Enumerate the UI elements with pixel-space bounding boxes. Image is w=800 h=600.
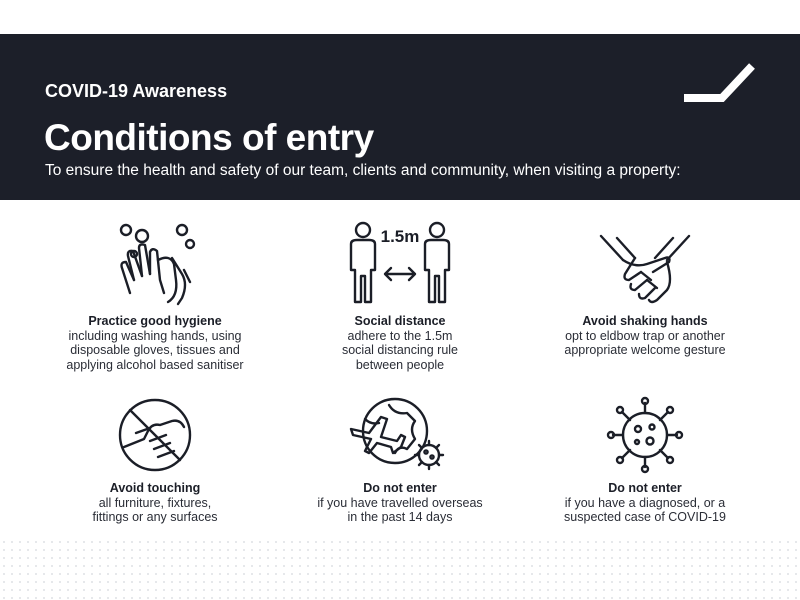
card-heading: Practice good hygiene [88, 314, 222, 328]
card-virus [525, 395, 765, 525]
card-hygiene [35, 218, 275, 372]
card-heading: Avoid shaking hands [582, 314, 708, 328]
card-heading: Do not enter [363, 481, 437, 495]
social-distance-icon [345, 218, 455, 308]
card-heading: Avoid touching [109, 481, 201, 495]
page-subtitle: To ensure the health and safety of our team, clients and community, when visiting a property: [45, 162, 681, 179]
dot-pattern [0, 538, 800, 600]
brand-logo-icon [682, 62, 758, 102]
travel-globe-icon [345, 395, 455, 475]
card-avoid-handshake [525, 218, 765, 358]
handshake-icon [595, 218, 695, 308]
card-heading: Social distance [354, 314, 446, 328]
hand-washing-icon [110, 218, 200, 308]
card-body: including washing hands, using disposable gloves, tissues and applying alcohol based sanitiser [66, 328, 244, 372]
card-social-distance [280, 218, 520, 372]
virus-icon [600, 395, 690, 475]
eyebrow-label: COVID-19 Awareness [45, 81, 228, 101]
card-body: if you have travelled overseas in the past 14 days [317, 495, 483, 524]
card-travel [280, 395, 520, 525]
card-heading: Do not enter [608, 481, 682, 495]
no-touch-icon [110, 395, 200, 475]
card-body: adhere to the 1.5m social distancing rule between people [341, 328, 459, 372]
card-avoid-touching [35, 395, 275, 525]
card-body: opt to eldbow trap or another appropriate welcome gesture [564, 328, 726, 357]
header-banner [0, 34, 800, 200]
page-title: Conditions of entry [44, 117, 374, 158]
card-body: all furniture, fixtures, fittings or any surfaces [92, 495, 218, 524]
card-body: if you have a diagnosed, or a suspected case of COVID-19 [564, 495, 726, 524]
distance-label: 1.5m [380, 227, 420, 246]
